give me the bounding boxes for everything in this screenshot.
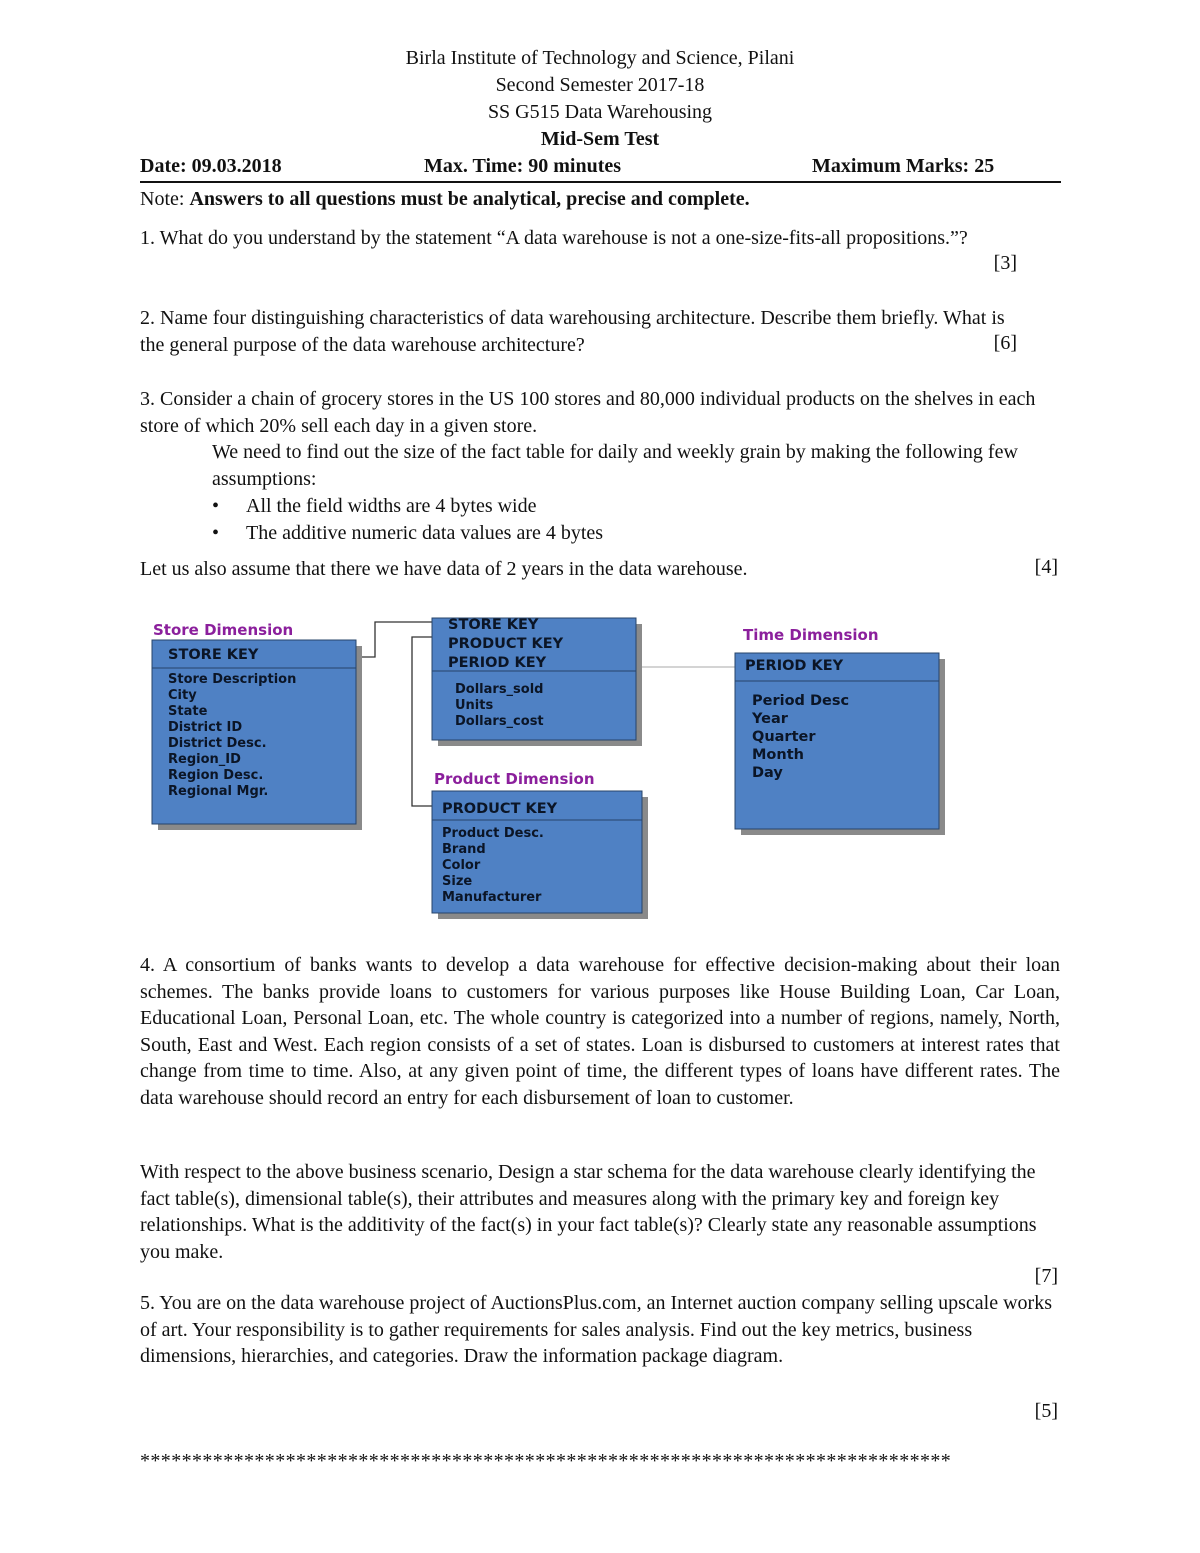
product-attribute: Manufacturer [442, 890, 542, 905]
store-attribute: State [168, 704, 208, 719]
question-1: 1. What do you understand by the statement “A data warehouse is not a one-size-fits-all propositions.”? [140, 227, 968, 249]
question-3-detail: We need to find out the size of the fact table for daily and weekly grain by making the following few assumptions: [212, 441, 1018, 490]
question-3-footer: Let us also assume that there we have data of 2 years in the data warehouse. [140, 558, 748, 580]
note-label: Note: [140, 188, 185, 210]
question-3: 3. Consider a chain of grocery stores in the US 100 stores and 80,000 individual products on the shelves in each store of which 20% sell each day in a given store. [140, 388, 1036, 437]
time-attribute: Period Desc [752, 693, 850, 709]
product-attribute: Brand [442, 842, 486, 857]
time-attribute: Quarter [752, 729, 816, 745]
question-1-marks: [3] [993, 252, 1017, 274]
period-key-label: PERIOD KEY [745, 658, 844, 674]
store-attribute: Regional Mgr. [168, 784, 269, 799]
question-4-task: With respect to the above business scenario, Design a star schema for the data warehouse clearly identifying the fact table(s), dimensional table(s), their attributes and measures along with the primary key and foreign key relationships. What is the additivity of the fact(s) in your fact table(s)? Clearly state any reasonable assumptions you make. [140, 1161, 1037, 1263]
question-3-marks: [4] [1034, 556, 1058, 578]
product-attribute: Size [442, 874, 473, 889]
product-dimension-title: Product Dimension [434, 770, 595, 788]
test-title: Mid-Sem Test [540, 128, 660, 150]
fact-measure: Dollars_cost [455, 714, 544, 729]
store-attribute: District ID [168, 720, 243, 735]
store-key-label: STORE KEY [168, 647, 259, 663]
product-key-label: PRODUCT KEY [442, 801, 558, 817]
fact-measure: Dollars_sold [455, 682, 544, 697]
max-time: Max. Time: 90 minutes [424, 155, 622, 177]
question-4: 4. A consortium of banks wants to develop a data warehouse for effective decision-making about their loan schemes. The banks provide loans to customers for various purposes like House Building Loan, Car Loan, Educational Loan, Personal Loan, etc. The whole country is categorized into a number of regions, namely, North, South, East and West. Each region consists of a set of states. Loan is disbursed to customers at interest rates that change from time to time. Also, at any given point of time, the different types of loans have different rates. The data warehouse should record an entry for each disbursement of loan to customer. [140, 954, 1060, 1109]
time-attribute: Month [752, 747, 804, 763]
store-dimension-title: Store Dimension [153, 621, 294, 639]
store-attribute: Store Description [168, 672, 297, 687]
product-attribute: Product Desc. [442, 826, 544, 841]
note-text: Answers to all questions must be analytical, precise and complete. [189, 188, 750, 210]
institute-name: Birla Institute of Technology and Science, Pilani [405, 47, 795, 69]
question-5: 5. You are on the data warehouse project of AuctionsPlus.com, an Internet auction company selling upscale works of art. Your responsibility is to gather requirements for sales analysis. Find out the key metrics, business dimensions, hierarchies, and categories. Draw the information package diagram. [140, 1292, 1053, 1367]
store-attribute: City [168, 688, 197, 703]
store-key-connector [358, 622, 432, 657]
store-attribute: District Desc. [168, 736, 267, 751]
fact-measure: Units [455, 698, 494, 713]
store-attribute: Region Desc. [168, 768, 264, 783]
product-key-connector [412, 637, 432, 806]
assumption-item: • The additive numeric data values are 4 bytes [212, 520, 1042, 547]
fact-key: PRODUCT KEY [448, 636, 564, 652]
assumption-item: • All the field widths are 4 bytes wide [212, 493, 1042, 520]
time-dimension-title: Time Dimension [743, 626, 879, 644]
course-title: SS G515 Data Warehousing [487, 101, 713, 123]
time-attribute: Year [752, 711, 788, 727]
product-attribute: Color [442, 858, 481, 873]
semester: Second Semester 2017-18 [495, 74, 705, 96]
question-5-marks: [5] [1034, 1400, 1058, 1422]
question-2: 2. Name four distinguishing characteristics of data warehousing architecture. Describe them briefly. What is the general purpose of the data warehouse architecture? [140, 307, 1005, 356]
end-marker: ****************************************************************************** [140, 1450, 952, 1472]
max-marks: Maximum Marks: 25 [812, 155, 995, 177]
fact-key: PERIOD KEY [448, 655, 547, 671]
exam-date: Date: 09.03.2018 [140, 155, 282, 177]
question-4-marks: [7] [1034, 1265, 1058, 1287]
fact-key: STORE KEY [448, 617, 539, 633]
store-attribute: Region_ID [168, 752, 241, 767]
time-attribute: Day [752, 765, 783, 781]
question-2-marks: [6] [993, 332, 1017, 354]
